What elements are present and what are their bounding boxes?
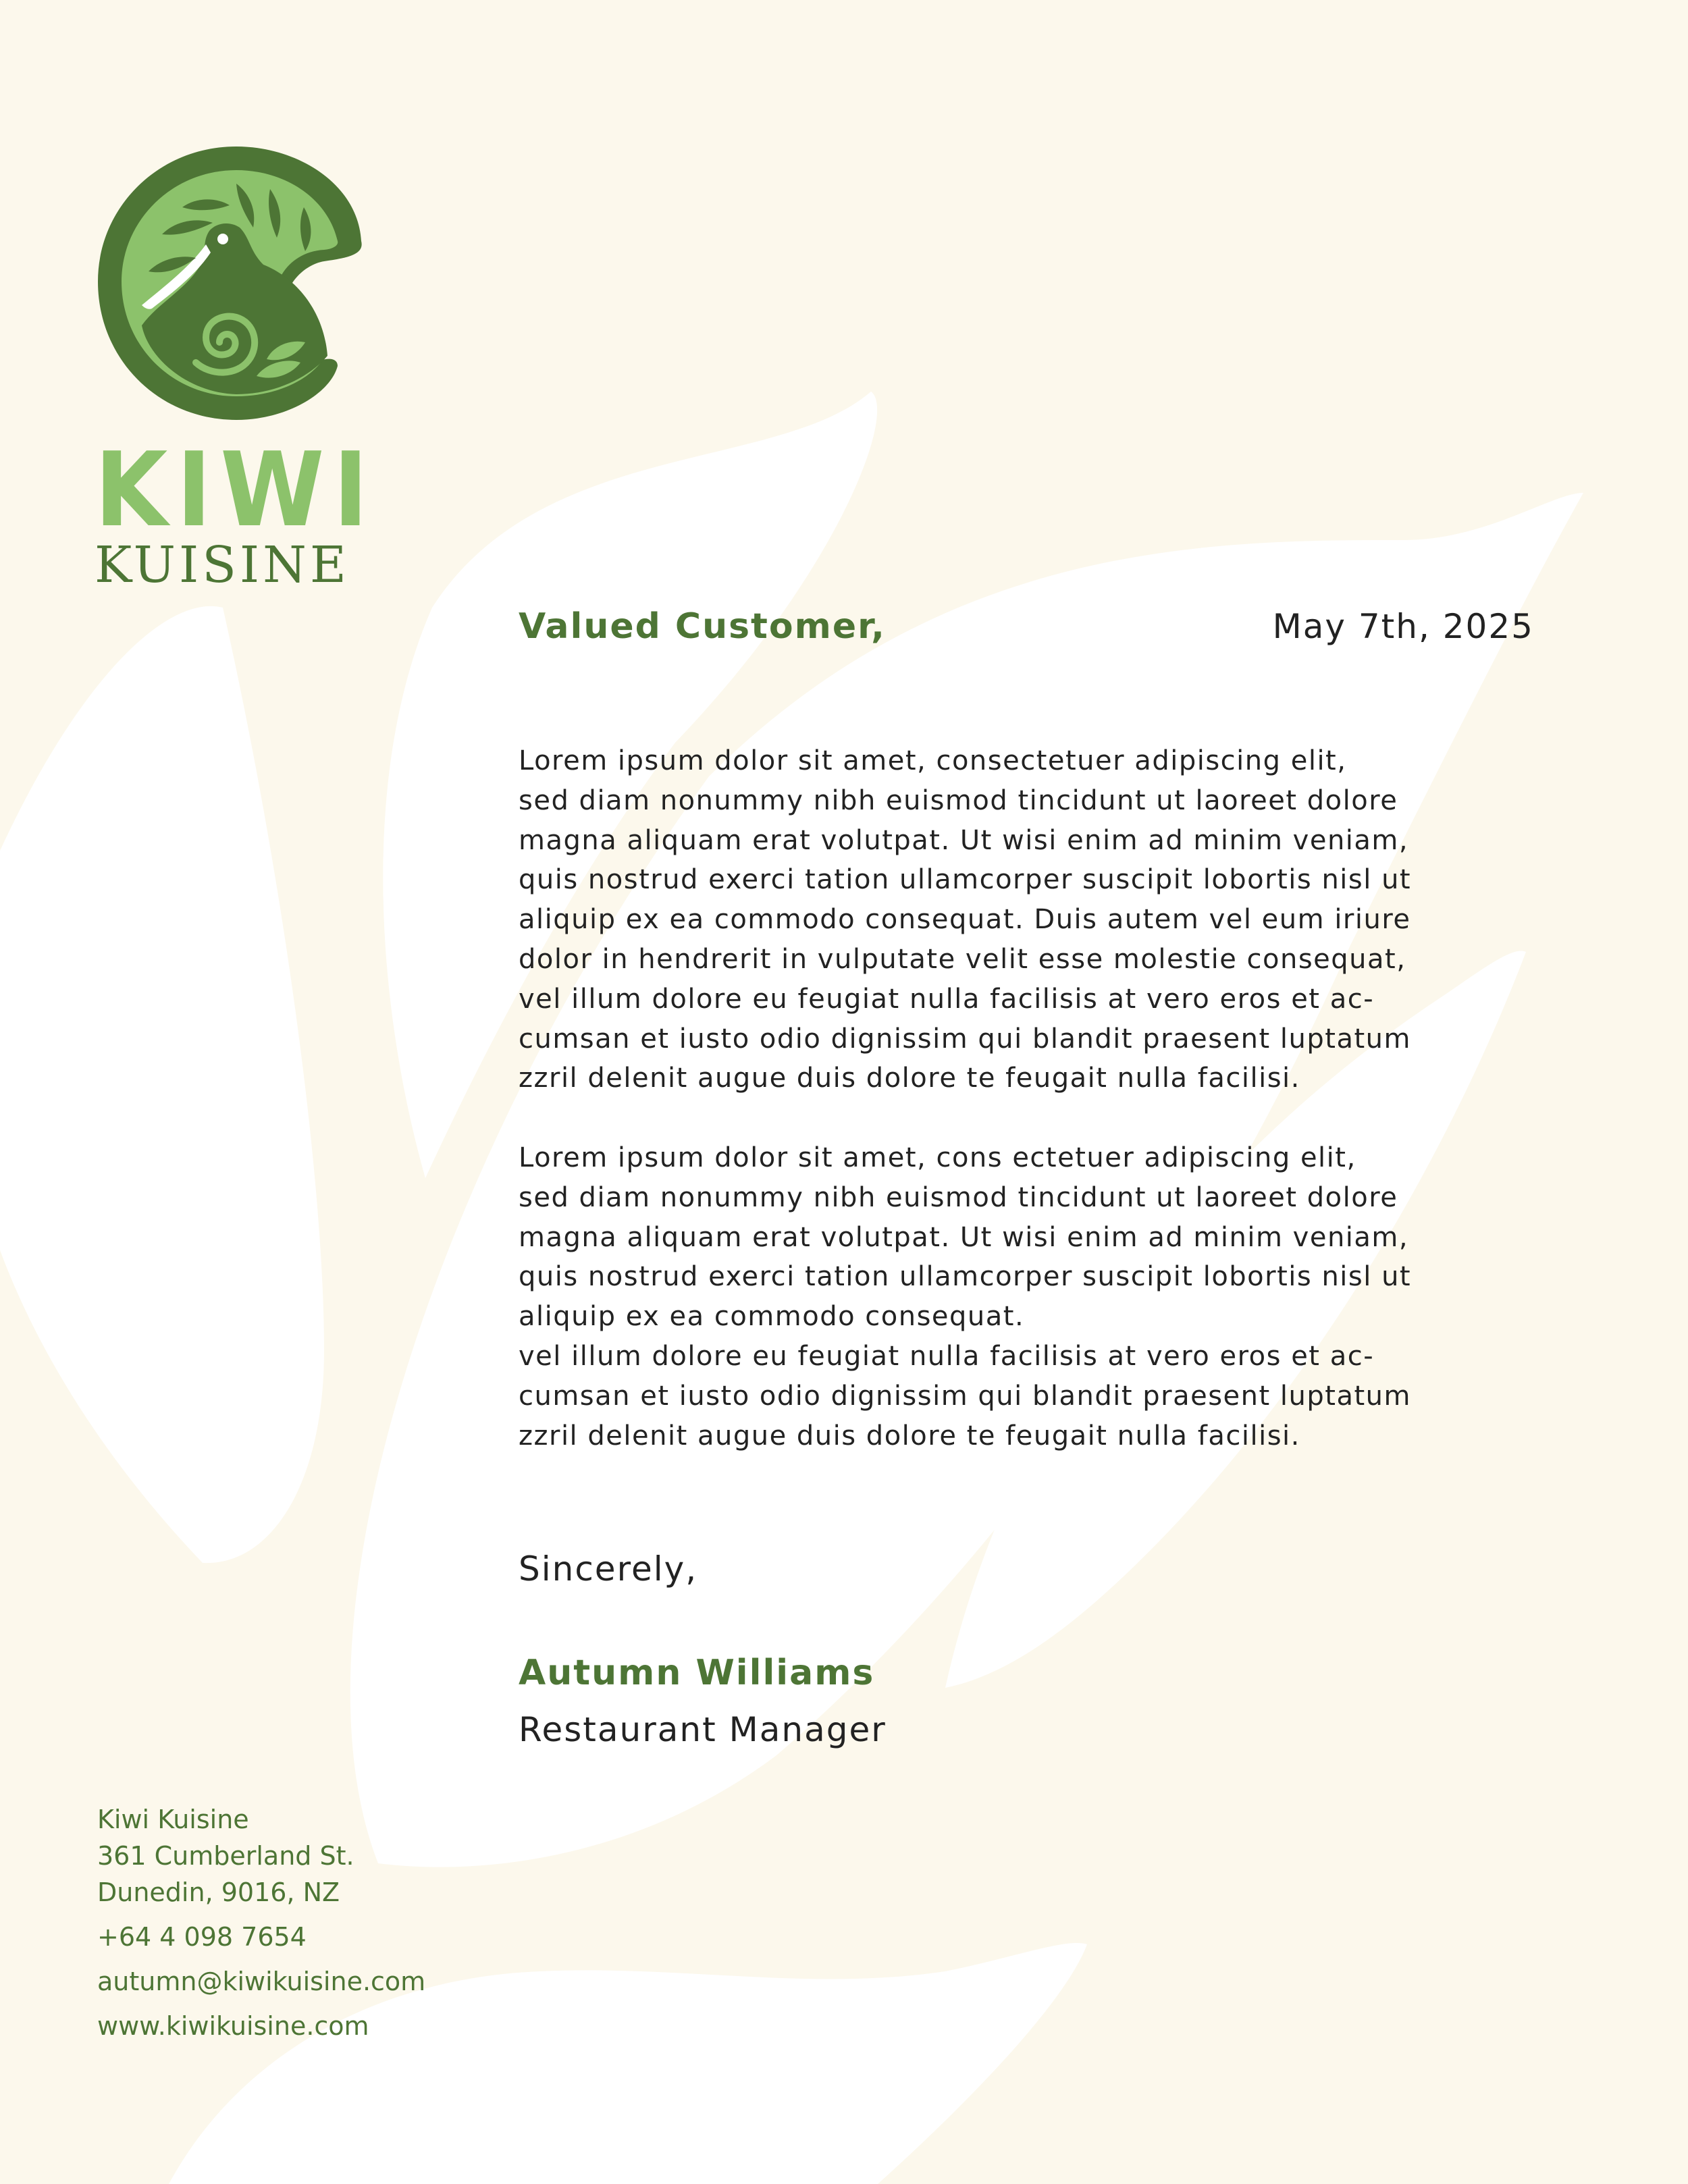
paragraph-line: aliquip ex ea commodo consequat. Duis autem vel eum iriure <box>519 904 1411 936</box>
contact-email-link[interactable]: autumn@kiwikuisine.com <box>97 1967 426 1996</box>
paragraph-line: cumsan et iusto odio dignissim qui blandit praesent luptatum <box>519 1023 1411 1055</box>
contact-city: Dunedin, 9016, NZ <box>97 1877 340 1907</box>
paragraph-line: magna aliquam erat volutpat. Ut wisi enim ad minim veniam, <box>519 1221 1409 1253</box>
brand-name-kuisine: KUISINE <box>95 536 350 594</box>
paragraph-line: zzril delenit augue duis dolore te feugait nulla facilisi. <box>519 1420 1300 1451</box>
paragraph-line: vel illum dolore eu feugiat nulla facilisis at vero eros et ac- <box>519 1340 1375 1372</box>
paragraph-line: aliquip ex ea commodo consequat. <box>519 1301 1025 1333</box>
brand-logo <box>95 143 378 427</box>
paragraph-line: dolor in hendrerit in vulputate velit esse molestie consequat, <box>519 943 1406 975</box>
paragraph-line: Lorem ipsum dolor sit amet, consectetuer adipiscing elit, <box>519 745 1347 776</box>
contact-phone[interactable]: +64 4 098 7654 <box>97 1922 307 1952</box>
paragraph-line: sed diam nonummy nibh euismod tincidunt ut laoreet dolore <box>519 784 1398 816</box>
contact-website-link[interactable]: www.kiwikuisine.com <box>97 2011 369 2041</box>
brand-name-kiwi: KIWI <box>95 430 377 550</box>
paragraph-line: Lorem ipsum dolor sit amet, cons ectetuer adipiscing elit, <box>519 1142 1356 1173</box>
paragraph-line: zzril delenit augue duis dolore te feugait nulla facilisi. <box>519 1063 1300 1094</box>
letter-date: May 7th, 2025 <box>1272 607 1534 646</box>
body-paragraph-1 <box>519 741 1558 1098</box>
contact-company: Kiwi Kuisine <box>97 1805 249 1834</box>
background-leaf-left <box>0 606 324 1563</box>
paragraph-line: quis nostrud exerci tation ullamcorper suscipit lobortis nisl ut <box>519 864 1412 896</box>
paragraph-line: sed diam nonummy nibh euismod tincidunt ut laoreet dolore <box>519 1181 1398 1213</box>
paragraph-line: vel illum dolore eu feugiat nulla facilisis at vero eros et ac- <box>519 983 1375 1015</box>
salutation: Valued Customer, <box>519 606 886 647</box>
signature-name: Autumn Williams <box>519 1653 875 1693</box>
body-paragraph-2 <box>519 1138 1558 1456</box>
kiwi-bird-fern-spiral-icon <box>95 143 365 427</box>
paragraph-line: cumsan et iusto odio dignissim qui blandit praesent luptatum <box>519 1380 1411 1412</box>
paragraph-line: magna aliquam erat volutpat. Ut wisi enim ad minim veniam, <box>519 824 1409 856</box>
closing: Sincerely, <box>519 1549 698 1589</box>
signature-title: Restaurant Manager <box>519 1710 887 1749</box>
contact-street: 361 Cumberland St. <box>97 1841 354 1871</box>
paragraph-line: quis nostrud exerci tation ullamcorper suscipit lobortis nisl ut <box>519 1261 1412 1293</box>
